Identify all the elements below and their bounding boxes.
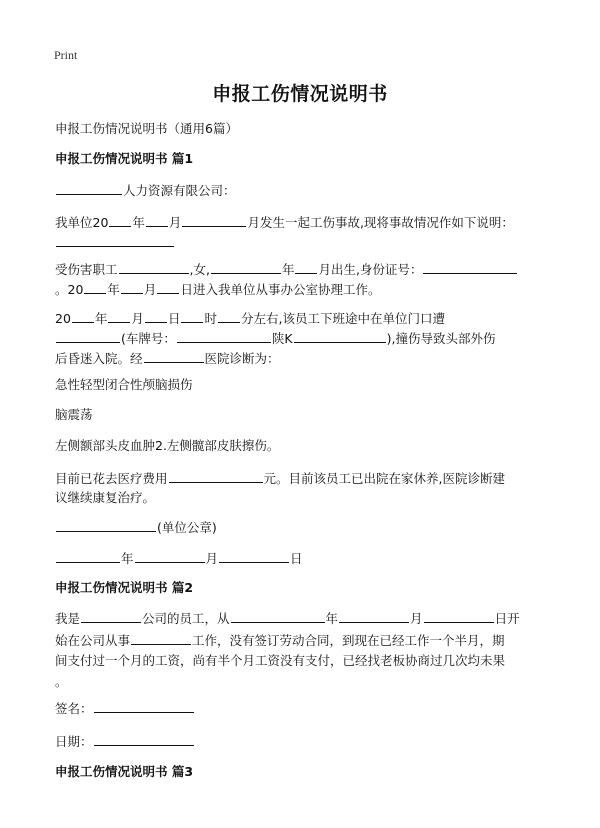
page-title: 申报工伤情况说明书 [212, 83, 388, 105]
blank-field [177, 328, 271, 343]
text: 后昏迷入院。经 [55, 351, 143, 366]
blank-field [81, 608, 141, 623]
text: 年 [94, 311, 108, 326]
text: 我单位20 [55, 215, 109, 230]
text: 日进入我单位从事办公室协理工作。 [180, 282, 381, 297]
blank-field [72, 308, 94, 323]
text: 月 [410, 611, 423, 626]
text: 月 [168, 215, 182, 230]
sign-label: 签名： [55, 701, 93, 716]
text: ,女, [189, 262, 210, 277]
text: 始在公司从事 [55, 633, 131, 648]
blank-field [294, 328, 386, 343]
blank-field [146, 212, 168, 227]
text: 公司的员工，从 [142, 611, 230, 626]
blank-field [144, 348, 204, 363]
employment-date-line [55, 279, 380, 300]
print-label[interactable]: Print [54, 48, 78, 62]
blank-field [157, 279, 179, 294]
text: 日 [167, 311, 181, 326]
diagnosis-2: 脑震荡 [55, 407, 93, 422]
seal-line [55, 517, 217, 538]
text: 时 [204, 311, 217, 326]
injured-worker-line [55, 259, 518, 280]
text: 月发生一起工伤事故,现将事故情况作如下说明： [247, 215, 514, 230]
document-subtitle: 申报工伤情况说明书（通用6篇） [55, 121, 238, 136]
text: 年 [121, 551, 134, 566]
paragraph2-line1 [55, 608, 520, 629]
text: 医院诊断为： [204, 351, 280, 366]
paragraph2-line4: 。 [55, 674, 68, 689]
diagnosis-3: 左侧额部头皮血肿2.左侧髋部皮肤擦伤。 [55, 438, 280, 453]
text: ),撞伤导致头部外伤 [386, 331, 496, 346]
text: 月 [143, 282, 157, 297]
section1-heading: 申报工伤情况说明书 篇1 [55, 151, 194, 166]
text: 日开 [494, 611, 520, 626]
text: (车牌号： [121, 331, 176, 346]
blank-field [119, 259, 189, 274]
accident-date-line [55, 212, 514, 233]
signature-date-line [55, 548, 303, 569]
sign-line [55, 698, 195, 719]
blank-field [56, 180, 122, 195]
text: 我是 [55, 611, 81, 626]
blank-field [424, 608, 494, 623]
blank-field [131, 630, 191, 645]
vehicle-line [55, 328, 495, 349]
text: 。20 [55, 282, 84, 297]
blank-field [423, 259, 517, 274]
blank-field [339, 608, 409, 623]
text: 陕K [271, 331, 293, 346]
text: 日 [290, 551, 303, 566]
text: 目前已花去医疗费用 [55, 471, 168, 486]
text: 月出生,身份证号： [318, 262, 423, 277]
blank-field [145, 308, 167, 323]
blank-field [181, 308, 203, 323]
blank-field [56, 328, 120, 343]
cost-continued: 议继续康复治疗。 [55, 490, 156, 505]
text: 分左右,该员工下班途中在单位门口遭 [240, 311, 445, 326]
blank-field [295, 259, 317, 274]
section2-heading: 申报工伤情况说明书 篇2 [55, 580, 194, 595]
paragraph2-line3: 间支付过一个月的工资，尚有半个月工资没有支付，已经找老板协商过几次均未果 [55, 653, 506, 668]
company-suffix: 人力资源有限公司： [123, 183, 236, 198]
blank-field [84, 279, 106, 294]
blank-field [182, 212, 246, 227]
blank-line [55, 232, 175, 253]
text: 月 [131, 311, 144, 326]
text: 工作，没有签订劳动合同，到现在已经工作一个半月，期 [192, 633, 505, 648]
date-label: 日期： [55, 734, 93, 749]
signature-field [94, 698, 194, 713]
text: 年 [325, 611, 339, 626]
cost-line [55, 468, 505, 489]
accident-time-line [55, 308, 445, 329]
blank-field [56, 232, 174, 247]
date-field [94, 731, 194, 746]
blank-field [109, 212, 131, 227]
text: 20 [55, 311, 71, 326]
text: 年 [107, 282, 120, 297]
blank-field [108, 308, 130, 323]
text: 受伤害职工 [55, 262, 118, 277]
blank-field [231, 608, 325, 623]
blank-field [135, 548, 205, 563]
seal-label: (单位公章) [157, 520, 217, 535]
blank-field [169, 468, 263, 483]
date-line [55, 731, 195, 752]
text: 元。目前该员工已出院在家休养,医院诊断建 [263, 471, 505, 486]
blank-field [219, 548, 289, 563]
section3-heading: 申报工伤情况说明书 篇3 [55, 764, 194, 779]
text: 月 [205, 551, 219, 566]
paragraph2-line2 [55, 630, 505, 651]
blank-field [211, 259, 281, 274]
blank-field [121, 279, 143, 294]
hospital-line [55, 348, 280, 369]
blank-field [56, 548, 120, 563]
text: 年 [281, 262, 295, 277]
company-line [55, 180, 236, 201]
blank-field [56, 517, 156, 532]
text: 年 [132, 215, 145, 230]
blank-field [218, 308, 240, 323]
diagnosis-1: 急性轻型闭合性颅脑损伤 [55, 377, 193, 392]
